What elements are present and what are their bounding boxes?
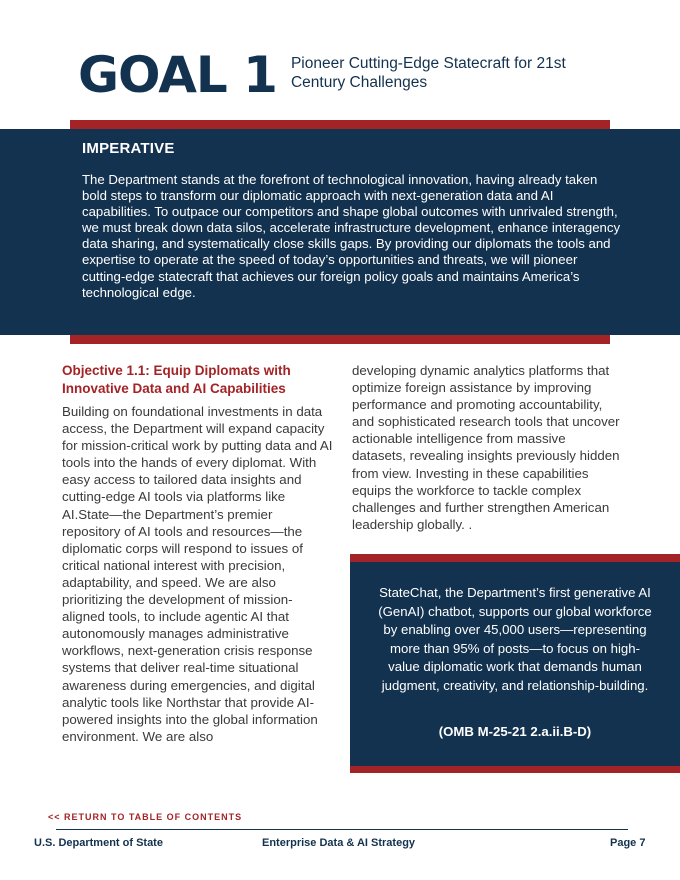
footer-document-title: Enterprise Data & AI Strategy [262,837,416,849]
callout-citation: (OMB M-25-21 2.a.ii.B-D) [438,724,592,739]
callout-bottom-accent-bar [350,766,680,773]
footer-organization: U.S. Department of State [34,837,163,849]
goal-number: GOAL 1 [78,46,277,104]
goal-subtitle: Pioneer Cutting-Edge Statecraft for 21st Century Challenges [290,55,566,91]
callout-top-accent-bar [350,554,680,562]
objective-body-right: developing dynamic analytics platforms that optimize foreign assistance by improving performance and promoting accountability, and sophisticated research tools that uncover actionable intelligence from massive datasets, revealing insights previously hidden from view. Investing in these capabilities equips the workforce to tackle complex challenges and further strengthen American leadership globally. . [352,363,620,532]
callout-text: StateChat, the Department’s first generative AI (GenAI) chatbot, supports our global workforce by enabling over 45,000 users—representing more than 95% of posts—to focus on high-value diplomatic work that demands human judgment, creativity, and relationship-building. [378,585,652,693]
footer-page-number: Page 7 [610,837,646,849]
footer-divider [56,829,628,830]
imperative-body: The Department stands at the forefront of technological innovation, having already taken bold steps to transform our diplomatic approach with next-generation data and AI capabilities. To outpace our competitors and shape global outcomes with unrivaled strength, we must break down data silos, accelerate infrastructure development, enhance interagency data sharing, and systematically close skills gaps. By providing our diplomats the tools and expertise to operate at the speed of today’s opportunities and threats, we will pioneer cutting-edge statecraft that achieves our foreign policy goals and maintains America’s technological edge. [82,172,621,300]
goal-header [78,46,591,104]
objective-left-column [62,362,334,745]
imperative-top-accent-bar [70,120,610,129]
objective-body-left: Building on foundational investments in data access, the Department will expand capacity for mission-critical work by putting data and AI tools into the hands of every diplomat. With easy access to tailored data insights and cutting-edge AI tools via platforms like AI.State—the Department’s premier repository of AI tools and resources—the diplomatic corps will respond to issues of critical national interest with precision, adaptability, and speed. We are also prioritizing the development of mission-aligned tools, to include agentic AI that autonomously manages administrative workflows, next-generation crisis response systems that deliver real-time situational awareness during emergencies, and digital analytic tools like Northstar that provide AI-powered insights into the global information environment. We are also [62,404,333,744]
return-to-toc-link[interactable]: << RETURN TO TABLE OF CONTENTS [48,812,243,822]
imperative-heading: IMPERATIVE [82,140,175,157]
objective-title: Objective 1.1: Equip Diplomats with Innovative Data and AI Capabilities [62,363,291,396]
imperative-bottom-accent-bar [70,335,610,344]
